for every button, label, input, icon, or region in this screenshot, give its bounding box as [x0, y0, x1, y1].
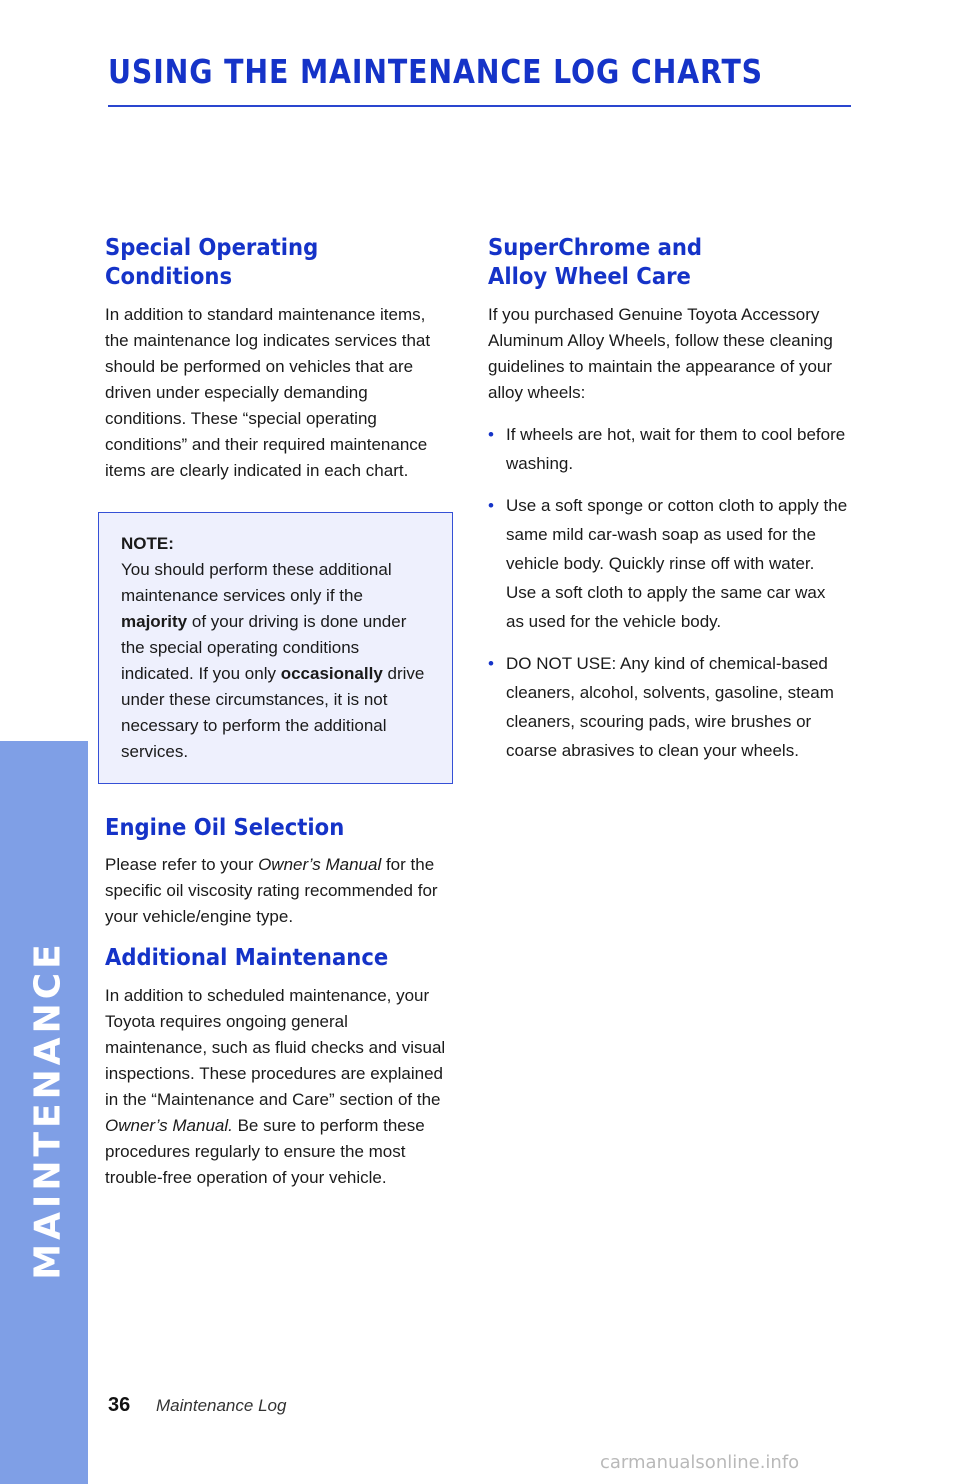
engine-oil-body	[105, 852, 450, 930]
engine-oil-text-part-2: for the specific oil viscosity rating recommended for your vehicle/engine type.	[105, 855, 438, 927]
list-item	[488, 649, 848, 765]
note-emphasis-majority: majority	[121, 611, 188, 631]
note-text-part-3: drive under these circumstances, it is not necessary to perform the additional services.	[121, 663, 425, 761]
engine-oil-text-part-1: Please refer to your	[105, 855, 259, 875]
bullet-icon: •	[488, 424, 494, 444]
left-column	[105, 234, 450, 1191]
wheel-care-heading-line-1: SuperChrome and	[488, 235, 703, 261]
owners-manual-reference: Owner’s Manual.	[105, 1116, 233, 1135]
wheel-care-heading	[488, 234, 819, 292]
side-tab-label: MAINTENANCE	[27, 940, 69, 1280]
note-text-part-1: You should perform these additional maintenance services only if the	[121, 559, 392, 605]
special-conditions-heading: Special Operating Conditions	[105, 235, 319, 290]
owners-manual-reference: Owner’s Manual	[258, 855, 382, 875]
note-text	[121, 557, 432, 765]
list-item	[488, 420, 848, 478]
additional-maintenance-heading: Additional Maintenance	[105, 945, 389, 972]
list-item-text: Use a soft sponge or cotton cloth to apply the same mild car-wash soap as used for the vehicle body. Quickly rinse off with water. Use a soft cloth to apply the same car wax as used for the vehicle body.	[506, 495, 848, 631]
list-item-text: DO NOT USE: Any kind of chemical-based cleaners, alcohol, solvents, gasoline, steam cleaners, scouring pads, wire brushes or coarse abrasives to clean your wheels.	[506, 653, 834, 760]
watermark: carmanualsonline.info	[600, 1452, 800, 1473]
page-title: USING THE MAINTENANCE LOG CHARTS	[108, 52, 763, 91]
page-number: 36	[108, 1394, 131, 1416]
additional-maintenance-body	[105, 983, 450, 1191]
list-item	[488, 491, 848, 636]
wheel-care-list	[488, 420, 848, 765]
engine-oil-heading: Engine Oil Selection	[105, 814, 345, 841]
note-box	[98, 512, 453, 784]
title-divider	[108, 105, 851, 107]
footer-label: Maintenance Log	[156, 1396, 287, 1415]
note-text-part-2: of your driving is done under the special operating conditions indicated. If you only	[121, 611, 407, 683]
list-item-text: If wheels are hot, wait for them to cool before washing.	[506, 424, 846, 473]
note-emphasis-occasionally: occasionally	[280, 663, 383, 683]
bullet-icon: •	[488, 495, 494, 515]
right-column	[488, 234, 848, 778]
additional-text-part-1: In addition to scheduled maintenance, your Toyota requires ongoing general maintenance, such as fluid checks and visual inspections. These procedures are explained in the “Maintenance and Care” section of the	[105, 986, 446, 1109]
additional-text-part-2: Be sure to perform these procedures regularly to ensure the most trouble-free operation of your vehicle.	[105, 1116, 425, 1187]
wheel-care-intro: If you purchased Genuine Toyota Accessory Aluminum Alloy Wheels, follow these cleaning guidelines to maintain the appearance of your alloy wheels:	[488, 304, 833, 402]
special-conditions-body: In addition to standard maintenance items, the maintenance log indicates services that should be performed on vehicles that are driven under especially demanding conditions. These “special operating conditions” and their required maintenance items are clearly indicated in each chart.	[105, 304, 431, 480]
note-label: NOTE:	[121, 533, 174, 553]
bullet-icon: •	[488, 653, 494, 673]
wheel-care-heading-line-2: Alloy Wheel Care	[488, 263, 691, 290]
